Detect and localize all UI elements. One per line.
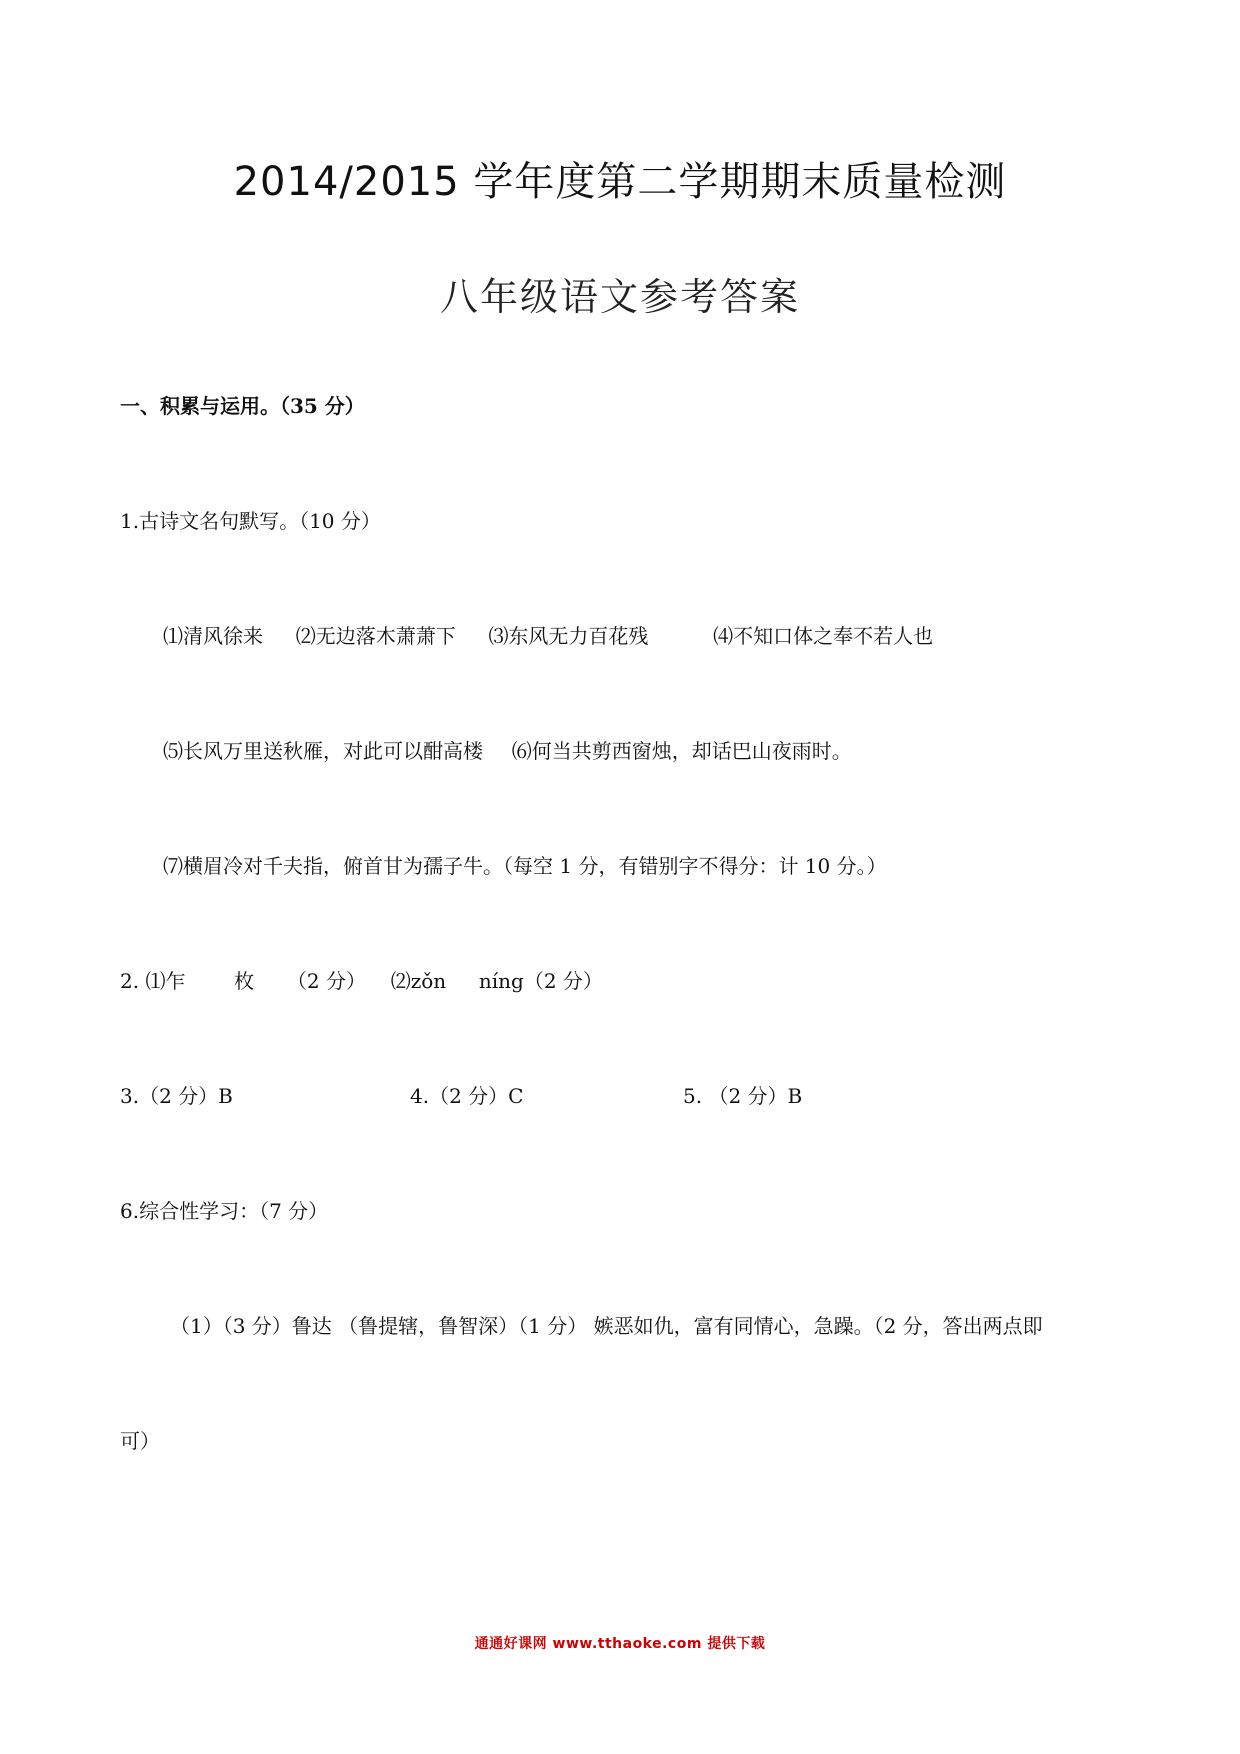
q1-answers-line3: ⑺横眉冷对千夫指，俯首甘为孺子牛。（每空 1 分，有错别字不得分：计 10 分。） [163,854,887,878]
footer-watermark: 通通好课网 www.tthaoke.com 提供下载 [474,1636,766,1652]
section1-heading: 一、积累与运用。（35 分） [120,394,365,418]
q1-answer-2: ⑵无边落木萧萧下 [295,624,456,648]
document-title: 2014/2015 学年度第二学期期末质量检测 [233,159,1007,205]
q6-heading: 6.综合性学习：（7 分） [120,1199,329,1223]
q6-answer-line1: （1）（3 分）鲁达 （鲁提辖，鲁智深）（1 分） 嫉恶如仇，富有同情心，急躁。（2 分，答出两点即 [170,1314,1043,1338]
q6-answer-line2: 可） [120,1429,160,1453]
q2-part5: níng（2 分） [478,969,603,993]
q1-answer-1: ⑴清风徐来 [163,624,263,648]
q2-label: 2. [120,969,140,993]
q2-part1: ⑴乍 [145,969,186,993]
q1-answer-6: ⑹何当共剪西窗烛，却话巴山夜雨时。 [511,739,852,763]
q2-part3: （2 分） [286,969,366,993]
q1-heading: 1.古诗文名句默写。（10 分） [120,509,381,533]
q1-answer-4: ⑷不知口体之奉不若人也 [713,624,934,648]
q1-answer-5: ⑸长风万里送秋雁，对此可以酣高楼 [163,739,483,763]
q2-part4: ⑵zǒn [390,969,447,993]
q4-answer: 4.（2 分）C [410,1084,524,1108]
document-subtitle: 八年级语文参考答案 [439,275,800,319]
q2-part2: 枚 [234,969,255,993]
q1-answer-3: ⑶东风无力百花残 [488,624,649,648]
q1-answers-line1 [163,620,933,649]
q1-answers-line2 [163,735,852,764]
q3-answer: 3.（2 分）B [120,1084,233,1108]
q5-answer: 5. （2 分）B [683,1084,803,1108]
q2-answer [120,965,603,994]
